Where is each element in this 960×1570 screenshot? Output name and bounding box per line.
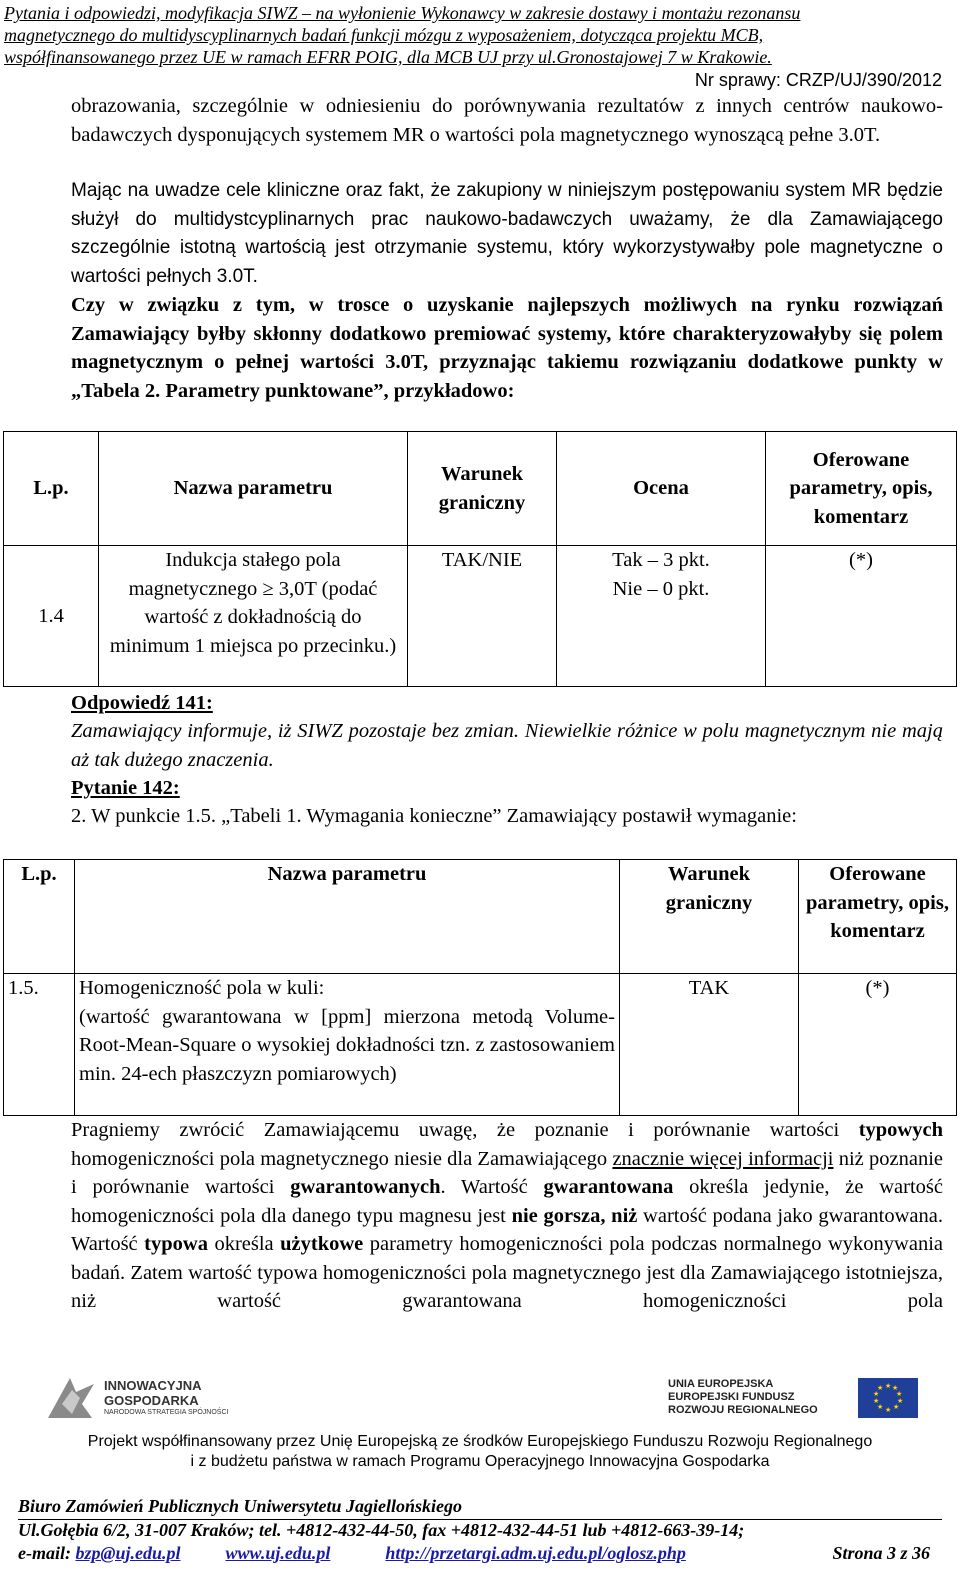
ig-logo-line-3: NARODOWA STRATEGIA SPÓJNOŚCI [104, 1409, 229, 1416]
t1-condition: TAK/NIE [408, 546, 557, 687]
svg-text:★: ★ [873, 1390, 880, 1398]
header-line-1: Pytania i odpowiedzi, modyfikacja SIWZ – na wyłonienie Wykonawcy w zakresie dostawy i montażu rezonansu [4, 3, 801, 23]
p4-s9: określa jedynie, że wartość homogeniczności pola dla danego typu magnesu jest [71, 1176, 943, 1227]
p4-s7: . Wartość [440, 1176, 544, 1198]
t1-score [557, 546, 766, 687]
paragraph-4 [71, 1116, 943, 1316]
p4-s1: Pragniemy zwrócić Zamawiającemu uwagę, że poznanie i porównanie wartości [71, 1119, 859, 1141]
svg-text:★: ★ [877, 1403, 884, 1411]
tender-link[interactable]: http://przetargi.adm.uj.edu.pl/oglosz.php [385, 1543, 686, 1563]
t1-header-condition: Warunek graniczny [408, 432, 557, 546]
svg-text:★: ★ [885, 1382, 892, 1390]
header-line-3: współfinansowanego przez UE w ramach EFRR POIG, dla MCB UJ przy ul.Gronostajowej 7 w Krakowie. [4, 47, 772, 67]
t2-header-lp: L.p. [4, 860, 75, 974]
t2-header-offered: Oferowane parametry, opis, komentarz [799, 860, 957, 974]
t1-name: Indukcja stałego pola magnetycznego ≥ 3,0T (podać wartość z dokładnością do minimum 1 miejsca po przecinku.) [99, 546, 408, 687]
paragraph-1: obrazowania, szczególnie w odniesieniu do porównywania rezultatów z innych centrów naukowo-badawczych dysponujących systemem MR o wartości pola magnetycznego wynoszącą pełne 3.0T. [71, 95, 943, 146]
svg-text:★: ★ [892, 1384, 899, 1392]
p4-s2: typowych [858, 1119, 943, 1141]
eu-logo-line-1: UNIA EUROPEJSKA [668, 1378, 774, 1390]
website-link[interactable]: www.uj.edu.pl [225, 1543, 331, 1563]
answer-141-title: Odpowiedź 141: [71, 692, 213, 714]
email-link[interactable]: bzp@uj.edu.pl [75, 1543, 181, 1563]
footer-office: Biuro Zamówień Publicznych Uniwersytetu Jagiellońskiego [18, 1496, 463, 1516]
project-line-2: i z budżetu państwa w ramach Programu Operacyjnego Innowacyjna Gospodarka [190, 1453, 770, 1470]
svg-text:★: ★ [885, 1406, 892, 1414]
svg-text:★: ★ [897, 1397, 904, 1405]
question-142-title: Pytanie 142: [71, 777, 180, 799]
footer-links [18, 1542, 942, 1565]
t1-header-offered: Oferowane parametry, opis, komentarz [766, 432, 957, 546]
eu-logo-line-3: ROZWOJU REGIONALNEGO [668, 1404, 818, 1416]
page-number: Strona 3 z 36 [832, 1543, 930, 1563]
svg-text:★: ★ [893, 1403, 900, 1411]
p4-s3: homogeniczności pola magnetycznego niesie dla Zamawiającego [71, 1147, 613, 1170]
eu-flag-icon [858, 1378, 918, 1418]
t2-header-name: Nazwa parametru [75, 860, 620, 974]
t2-lp: 1.5. [4, 974, 75, 1116]
p4-s10: nie gorsza, niż [511, 1204, 638, 1227]
email-label: e-mail: [18, 1543, 71, 1563]
project-line-1: Projekt współfinansowany przez Unię Europejską ze środków Europejskiego Funduszu Rozwoju Regionalnego [87, 1433, 873, 1450]
logo-bar [0, 1368, 960, 1428]
innowacyjna-gospodarka-logo [42, 1374, 262, 1422]
t1-offered: (*) [766, 546, 957, 687]
t2-offered: (*) [799, 974, 957, 1116]
paragraph-3-question: Czy w związku z tym, w trosce o uzyskanie najlepszych możliwych na rynku rozwiązań Zamawiający byłby skłonny dodatkowo premiować systemy, które charakteryzowałyby się polem magnetycznym o pełnej wartości 3.0T, przyznając takiemu rozwiązaniu dodatkowe punkty w „Tabela 2. Parametry punktowane”, przykładowo: [71, 294, 943, 402]
p4-s12: typowa [144, 1233, 208, 1255]
eu-logo-line-2: EUROPEJSKI FUNDUSZ [668, 1391, 795, 1403]
svg-text:★: ★ [877, 1384, 884, 1392]
t1-score-no: Nie – 0 pkt. [612, 577, 710, 600]
case-number: Nr sprawy: CRZP/UJ/390/2012 [694, 70, 942, 90]
table-row [4, 546, 957, 687]
header-line-2: magnetycznego do multidyscyplinarnych badań funkcji mózgu z wyposażeniem, dotycząca projektu MCB, [4, 25, 764, 45]
question-142-intro: 2. W punkcie 1.5. „Tabeli 1. Wymagania konieczne” Zamawiający postawił wymaganie: [71, 805, 797, 827]
requirement-table [3, 859, 957, 1116]
t1-header-name: Nazwa parametru [99, 432, 408, 546]
t1-header-score: Ocena [557, 432, 766, 546]
p4-s15: parametry homogeniczności pola podczas normalnego wykonywania badań. Zatem wartość typowa homogeniczności pola magnetycznego jest dla Zamawiającego istotniejsza, niż wartość gwarantowana homogeniczności pola [71, 1233, 944, 1312]
p4-s11: wartość podana jako gwarantowana. Wartość [71, 1204, 943, 1255]
t1-score-yes: Tak – 3 pkt. [612, 549, 710, 571]
ig-logo-line-2: GOSPODARKA [104, 1393, 199, 1408]
paragraph-2: Mając na uwadze cele kliniczne oraz fakt, że zakupiony w niniejszym postępowaniu system MR będzie służył do multidystcyplinarnych prac naukowo-badawczych uważamy, że dla Zamawiającego szczególnie istotną wartością jest otrzymanie systemu, który wykorzystywałby pole magnetyczne o wartości pełnych 3.0T. [71, 180, 943, 287]
t2-condition: TAK [620, 974, 799, 1116]
p4-s5: niż poznanie i porównanie wartości [71, 1147, 943, 1198]
ig-logo-line-1: INNOWACYJNA [104, 1378, 202, 1393]
p4-s14: użytkowe [280, 1233, 364, 1255]
p4-s13: określa [207, 1233, 281, 1255]
t2-name-detail: (wartość gwarantowana w [ppm] mierzona metodą Volume-Root-Mean-Square o wysokiej dokładności tzn. z zastosowaniem min. 24-ech płaszczyzn pomiarowych) [79, 1005, 615, 1085]
proposed-parameter-table [3, 431, 957, 687]
t2-header-condition: Warunek graniczny [620, 860, 799, 974]
p4-s4: znacznie więcej informacji [612, 1147, 834, 1170]
footer-address: Ul.Gołębia 6/2, 31-007 Kraków; tel. +4812-432-44-50, fax +4812-432-44-51 lub +4812-663-39-14; [18, 1520, 745, 1540]
t1-header-lp: L.p. [4, 432, 99, 546]
answer-141-text: Zamawiający informuje, iż SIWZ pozostaje bez zmian. Niewielkie różnice w polu magnetycznym nie mają aż tak dużego znaczenia. [71, 720, 943, 771]
table-row [4, 974, 957, 1116]
t2-name [75, 974, 620, 1116]
eu-logo [668, 1374, 918, 1422]
ig-emblem-icon [42, 1374, 100, 1422]
p4-s8: gwarantowana [543, 1176, 674, 1198]
svg-text:★: ★ [873, 1397, 880, 1405]
t2-name-title: Homogeniczność pola w kuli: [79, 977, 325, 999]
svg-text:★: ★ [896, 1390, 903, 1398]
t1-lp: 1.4 [4, 546, 99, 687]
p4-s6: gwarantowanych [290, 1176, 441, 1198]
